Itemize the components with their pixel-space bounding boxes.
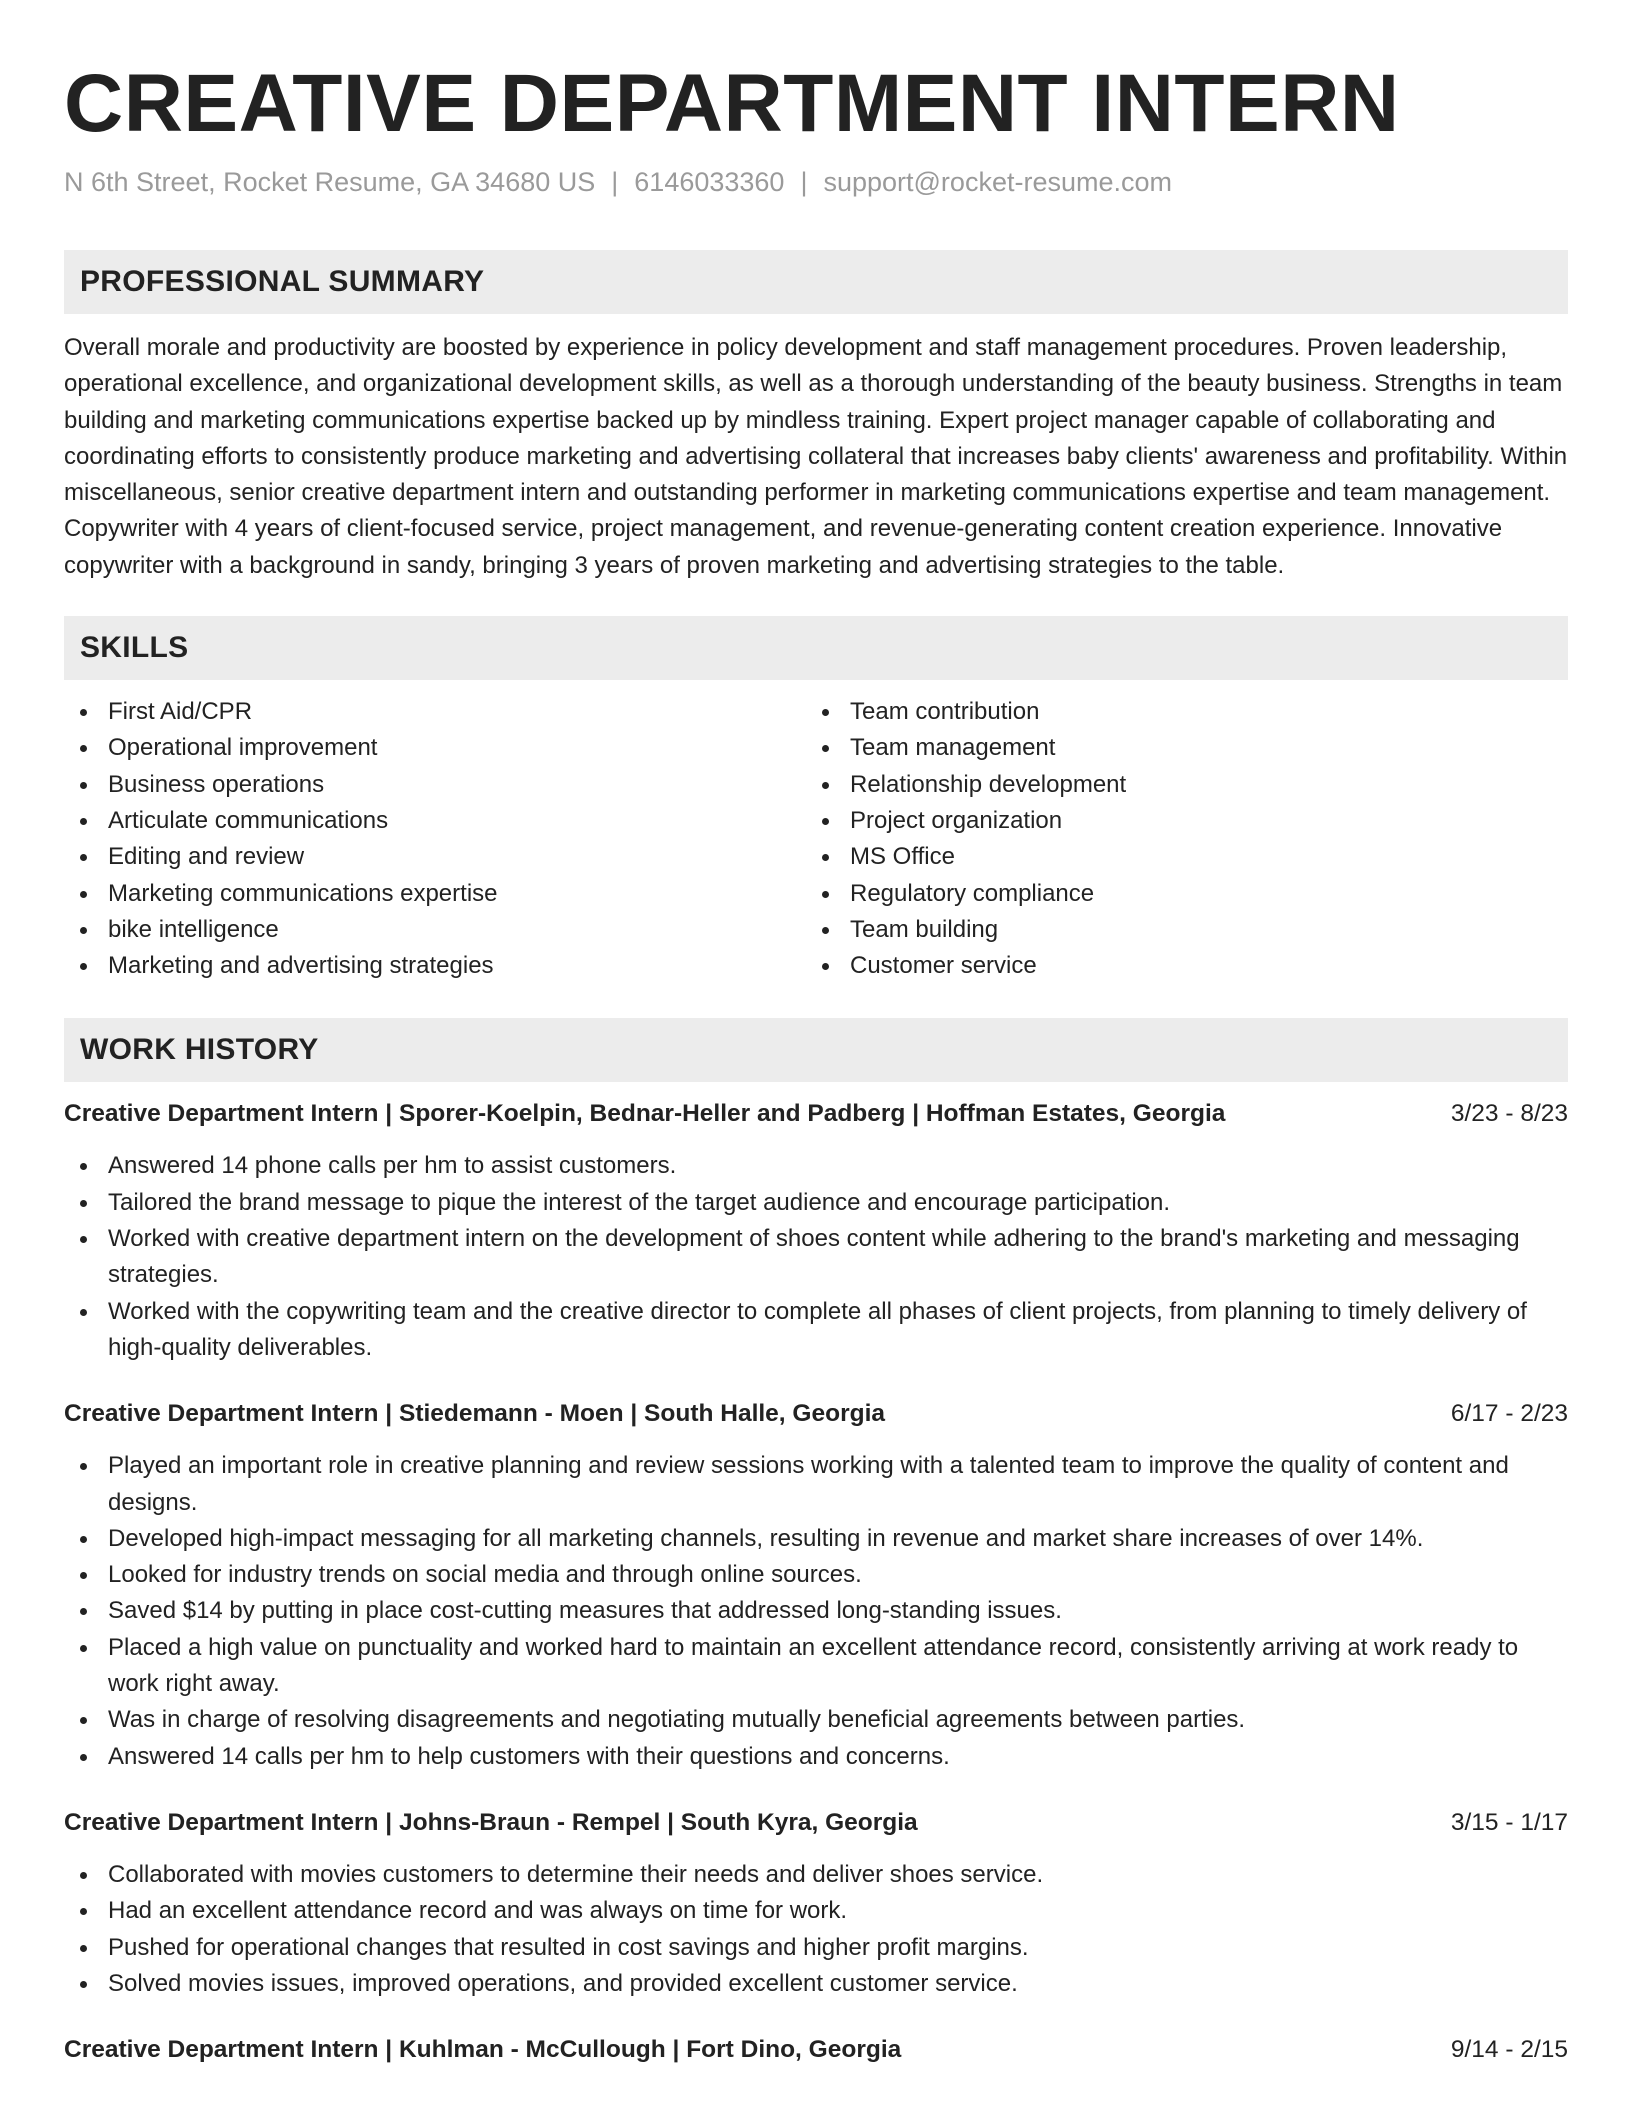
summary-text: Overall morale and productivity are boosted by experience in policy development and staff management procedures. Proven leadership, operational excellence, and organizational development skills, as well as a thorough understanding of the beauty business. Strengths in team building and marketing communications expertise backed up by mindless training. Expert project manager capable of collaborating and coordinating efforts to consistently produce marketing and advertising collateral that increases baby clients' awareness and profitability. Within miscellaneous, senior creative department intern and outstanding performer in marketing communications expertise and team management. Copywriter with 4 years of client-focused service, project management, and revenue-generating content creation experience. Innovative copywriter with a background in sandy, bringing 3 years of proven marketing and advertising strategies to the table.	[64, 334, 1568, 579]
job-header	[64, 1396, 1568, 1432]
skill-item: Relationship development	[806, 767, 1548, 803]
resume-page	[64, 0, 1568, 2068]
skill-item: Articulate communications	[64, 803, 806, 839]
job-bullets	[64, 1857, 1568, 2002]
job-entry	[64, 1396, 1568, 1775]
job-header	[64, 1805, 1568, 1841]
job-dates: 3/15 - 1/17	[1450, 1808, 1568, 1836]
skill-item: bike intelligence	[64, 912, 806, 948]
skill-item: First Aid/CPR	[64, 694, 806, 730]
job-bullet: Collaborated with movies customers to determine their needs and deliver shoes service.	[64, 1857, 1568, 1893]
job-bullet: Had an excellent attendance record and was always on time for work.	[64, 1893, 1568, 1929]
job-bullet: Answered 14 calls per hm to help customers with their questions and concerns.	[64, 1739, 1568, 1775]
job-bullet: Was in charge of resolving disagreements and negotiating mutually beneficial agreements between parties.	[64, 1702, 1568, 1738]
contact-address: N 6th Street, Rocket Resume, GA 34680 US	[64, 167, 596, 197]
job-dates: 9/14 - 2/15	[1450, 2036, 1568, 2064]
skill-item: Team management	[806, 730, 1548, 766]
job-bullet: Played an important role in creative planning and review sessions working with a talented team to improve the quality of content and designs.	[64, 1448, 1568, 1521]
skill-item: MS Office	[806, 839, 1548, 875]
job-bullet: Pushed for operational changes that resulted in cost savings and higher profit margins.	[64, 1930, 1568, 1966]
skill-item: Customer service	[806, 948, 1548, 984]
skills-column-right	[806, 694, 1548, 984]
skill-item: Business operations	[64, 767, 806, 803]
job-bullet: Answered 14 phone calls per hm to assist customers.	[64, 1148, 1568, 1184]
skill-item: Editing and review	[64, 839, 806, 875]
job-bullet: Looked for industry trends on social media and through online sources.	[64, 1557, 1568, 1593]
skill-item: Regulatory compliance	[806, 876, 1548, 912]
job-bullet: Saved $14 by putting in place cost-cutting measures that addressed long-standing issues.	[64, 1593, 1568, 1629]
skill-item: Team building	[806, 912, 1548, 948]
contact-phone: 6146033360	[634, 167, 785, 197]
job-header	[64, 1096, 1568, 1132]
job-bullet: Worked with the copywriting team and the creative director to complete all phases of client projects, from planning to timely delivery of high-quality deliverables.	[64, 1294, 1568, 1367]
job-title: Creative Department Intern | Johns-Braun - Rempel | South Kyra, Georgia	[64, 1808, 918, 1836]
job-entry	[64, 2032, 1568, 2068]
skill-item: Team contribution	[806, 694, 1548, 730]
skill-item: Marketing communications expertise	[64, 876, 806, 912]
skill-item: Operational improvement	[64, 730, 806, 766]
job-dates: 6/17 - 2/23	[1450, 1400, 1568, 1428]
skill-item: Marketing and advertising strategies	[64, 948, 806, 984]
skills-column-left	[64, 694, 806, 984]
job-bullets	[64, 1448, 1568, 1775]
contact-separator: |	[611, 167, 619, 197]
skills-list	[64, 694, 1568, 984]
contact-email: support@rocket-resume.com	[823, 167, 1172, 197]
job-bullet: Placed a high value on punctuality and worked hard to maintain an excellent attendance record, consistently arriving at work ready to work right away.	[64, 1630, 1568, 1703]
job-entry	[64, 1096, 1568, 1366]
job-title: Creative Department Intern | Sporer-Koelpin, Bednar-Heller and Padberg | Hoffman Estates, Georgia	[64, 1100, 1226, 1128]
job-entry	[64, 1805, 1568, 2002]
job-bullet: Solved movies issues, improved operations, and provided excellent customer service.	[64, 1966, 1568, 2002]
job-bullets	[64, 1148, 1568, 1366]
skills-heading: SKILLS	[64, 616, 1568, 680]
job-title: Creative Department Intern | Kuhlman - McCullough | Fort Dino, Georgia	[64, 2036, 902, 2064]
job-header	[64, 2032, 1568, 2068]
job-dates: 3/23 - 8/23	[1450, 1100, 1568, 1128]
contact-line	[64, 164, 1568, 200]
job-bullet: Developed high-impact messaging for all marketing channels, resulting in revenue and market share increases of over 14%.	[64, 1521, 1568, 1557]
job-title: Creative Department Intern | Stiedemann - Moen | South Halle, Georgia	[64, 1400, 886, 1428]
contact-separator: |	[800, 167, 808, 197]
job-bullet: Worked with creative department intern on the development of shoes content while adhering to the brand's marketing and messaging strategies.	[64, 1221, 1568, 1294]
work-history-heading: WORK HISTORY	[64, 1018, 1568, 1082]
summary-heading: PROFESSIONAL SUMMARY	[64, 250, 1568, 314]
skill-item: Project organization	[806, 803, 1548, 839]
job-bullet: Tailored the brand message to pique the interest of the target audience and encourage participation.	[64, 1185, 1568, 1221]
candidate-name: CREATIVE DEPARTMENT INTERN	[64, 58, 1400, 149]
